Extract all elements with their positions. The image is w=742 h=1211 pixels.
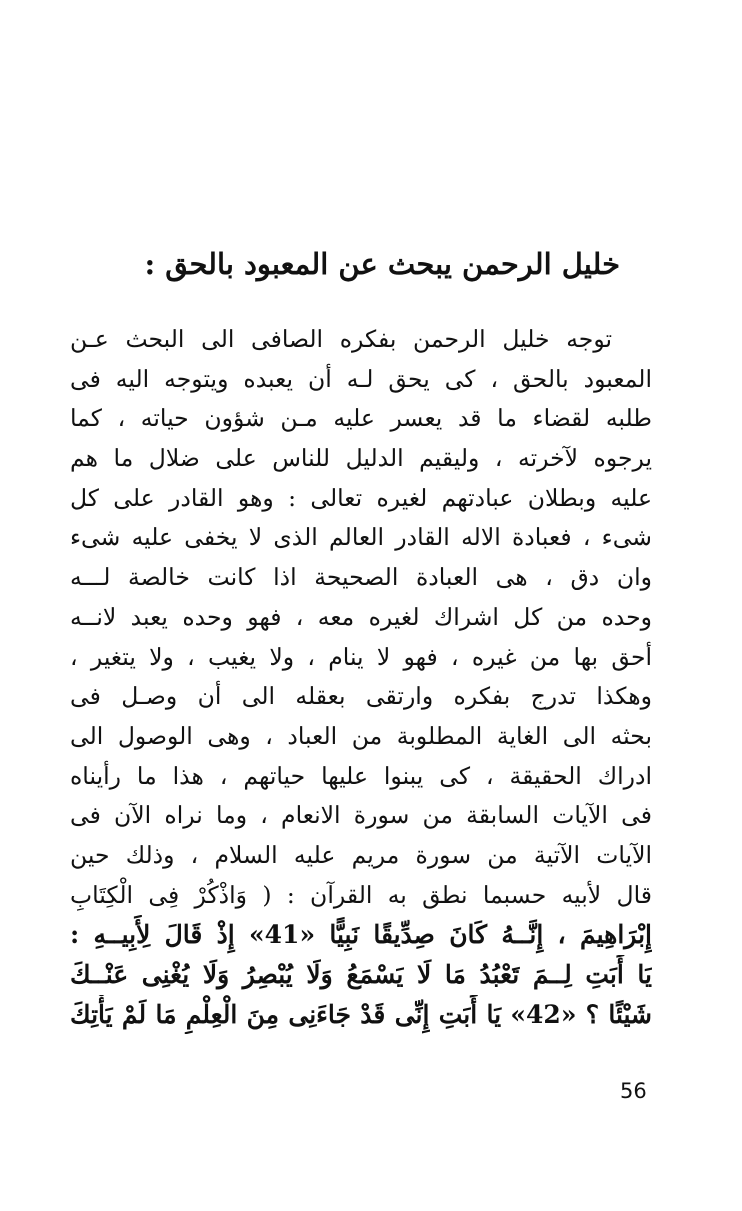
body-line: بحثه الى الغاية المطلوبة من العباد ، وهى الوصول الى bbox=[70, 721, 652, 750]
body-line: وان دق ، هى العبادة الصحيحة اذا كانت خالصة لـــه bbox=[70, 563, 652, 592]
body-line: ادراك الحقيقة ، كى يبنوا عليها حياتهم ، هذا ما رأيناه bbox=[70, 761, 652, 790]
body-line: أحق بها من غيره ، فهو لا ينام ، ولا يغيب ، ولا يتغير ، bbox=[70, 642, 652, 671]
quran-verse-line: شَيْئًا ؟ «42» يَا أَبَتِ إِنِّى قَدْ جَاءَنِى مِنَ الْعِلْمِ مَا لَمْ يَأْتِكَ bbox=[70, 999, 652, 1029]
quran-verse-line: إِبْرَاهِيمَ ، إِنَّــهُ كَانَ صِدِّيقًا نَبِيًّا «41» إِذْ قَالَ لِأَبِيــهِ : bbox=[70, 920, 652, 950]
body-line: الآيات الآتية من سورة مريم عليه السلام ، وذلك حين bbox=[70, 840, 652, 869]
body-line: عليه وبطلان عبادتهم لغيره تعالى : وهو القادر على كل bbox=[70, 483, 652, 512]
body-line: طلبه لقضاء ما قد يعسر عليه مـن شؤون حياته ، كما bbox=[70, 404, 652, 433]
body-line: يرجوه لآخرته ، وليقيم الدليل للناس على ضلال ما هم bbox=[70, 444, 652, 473]
body-line: شىء ، فعبادة الاله القادر العالم الذى لا يخفى عليه شىء bbox=[70, 523, 652, 552]
body-line: المعبود بالحق ، كى يحق لـه أن يعبده ويتوجه اليه فى bbox=[70, 364, 652, 393]
body-line: وحده من كل اشراك لغيره معه ، فهو وحده يعبد لانــه bbox=[70, 602, 652, 631]
section-heading: خليل الرحمن يبحث عن المعبود بالحق : bbox=[144, 247, 620, 281]
body-text bbox=[70, 320, 652, 1034]
body-line: فى الآيات السابقة من سورة الانعام ، وما نراه الآن فى bbox=[70, 801, 652, 830]
body-line: قال لأبيه حسبما نطق به القرآن : ( وَاذْكُرْ فِى الْكِتَابِ bbox=[70, 880, 652, 909]
body-line: توجه خليل الرحمن بفكره الصافى الى البحث عـن bbox=[70, 325, 612, 353]
quran-verse-line: يَا أَبَتِ لِــمَ تَعْبُدُ مَا لَا يَسْمَعُ وَلَا يُبْصِرُ وَلَا يُغْنِى عَنْــكَ bbox=[70, 960, 652, 989]
body-line: وهكذا تدرج بفكره وارتقى بعقله الى أن وصـل فى bbox=[70, 682, 652, 711]
page-number: 56 bbox=[620, 1079, 647, 1103]
